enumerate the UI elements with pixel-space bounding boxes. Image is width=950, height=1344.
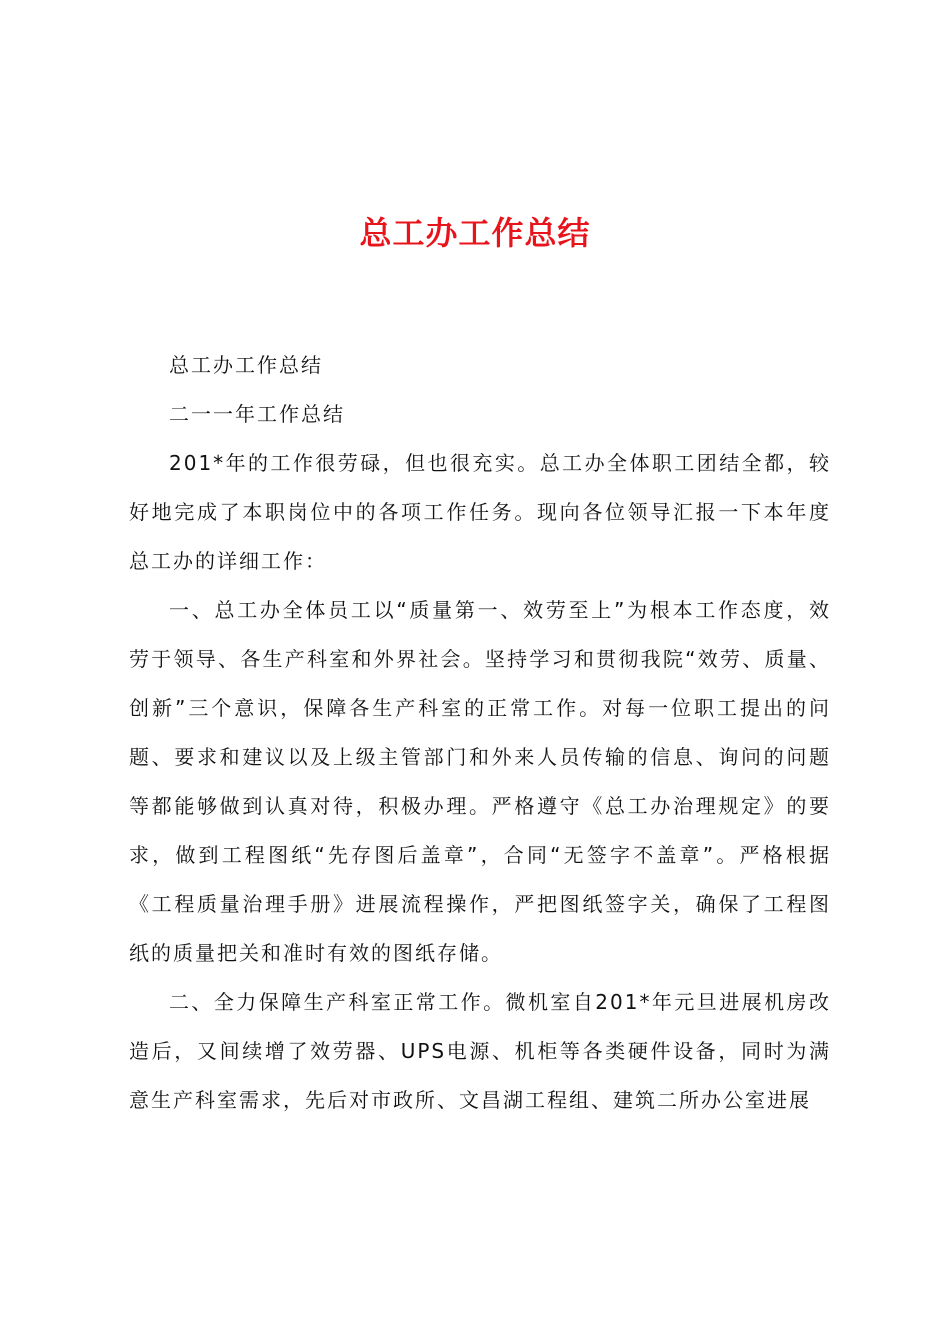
paragraph-heading: 总工办工作总结 [169,353,323,377]
paragraph-intro: 201*年的工作很劳碌，但也很充实。总工办全体职工团结全都，较好地完成了本职岗位中的各项工作任务。现向各位领导汇报一下本年度总工办的详细工作： [129,451,831,573]
document-body [129,341,831,1125]
document-title: 总工办工作总结 [359,214,591,252]
paragraph-section-2: 二、全力保障生产科室正常工作。微机室自201*年元旦进展机房改造后，又间续增了效劳器、UPS电源、机柜等各类硬件设备，同时为满意生产科室需求，先后对市政所、文昌湖工程组、建筑二所办公室进展 [129,990,831,1112]
paragraph-section-1: 一、总工办全体员工以“质量第一、效劳至上”为根本工作态度，效劳于领导、各生产科室和外界社会。坚持学习和贯彻我院“效劳、质量、创新”三个意识，保障各生产科室的正常工作。对每一位职工提出的问题、要求和建议以及上级主管部门和外来人员传输的信息、询问的问题等都能够做到认真对待，积极办理。严格遵守《总工办治理规定》的要求，做到工程图纸“先存图后盖章”，合同“无签字不盖章”。严格根据《工程质量治理手册》进展流程操作，严把图纸签字关，确保了工程图纸的质量把关和准时有效的图纸存储。 [129,598,831,965]
paragraph-subheading: 二一一年工作总结 [169,402,345,426]
